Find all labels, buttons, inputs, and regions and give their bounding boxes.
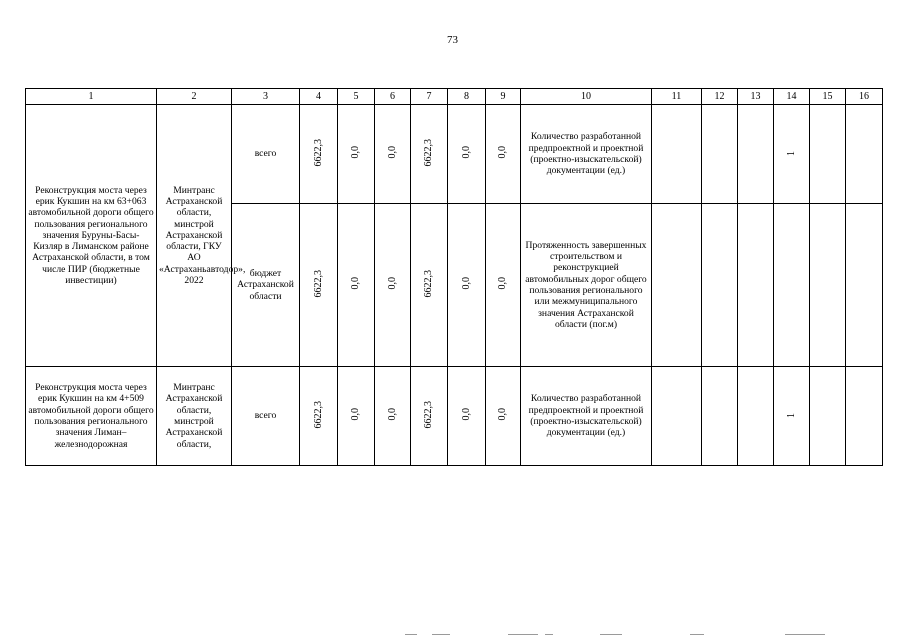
- value-text: 0,0: [350, 408, 362, 421]
- empty-cell-13: [738, 204, 774, 367]
- table-row: [26, 367, 883, 466]
- column-number: 3: [232, 89, 300, 105]
- value-cell-7: [411, 105, 448, 204]
- page-number: 73: [447, 34, 458, 46]
- value-text: 0,0: [386, 408, 398, 421]
- funding-source-cell: всего: [232, 105, 300, 204]
- value-cell-7: [411, 204, 448, 367]
- empty-cell-16: [846, 367, 883, 466]
- empty-cell-13: [738, 105, 774, 204]
- value-cell-6: [375, 367, 411, 466]
- value-cell-14: [774, 204, 810, 367]
- value-cell-9: [486, 105, 521, 204]
- object-name-cell: Реконструкция моста через ерик Кукшин на км 4+509 автомобильной дороги общего пользования регионального значения Лиман–железнодорожная: [26, 367, 157, 466]
- value-cell-14: [774, 367, 810, 466]
- empty-cell-12: [702, 105, 738, 204]
- column-number: 6: [375, 89, 411, 105]
- value-text: 1: [785, 413, 797, 419]
- executor-cell: Минтранс Астраханской области, минстрой Астраханской области,: [157, 367, 232, 466]
- empty-cell-13: [738, 367, 774, 466]
- value-text: 6622,3: [423, 400, 435, 429]
- column-number: 11: [652, 89, 702, 105]
- value-cell-6: [375, 204, 411, 367]
- column-number: 4: [300, 89, 338, 105]
- value-text: 0,0: [497, 277, 509, 290]
- value-cell-5: [338, 204, 375, 367]
- value-text: 6622,3: [423, 269, 435, 298]
- value-text: 0,0: [497, 408, 509, 421]
- column-number: 15: [810, 89, 846, 105]
- empty-cell-12: [702, 204, 738, 367]
- column-number: 13: [738, 89, 774, 105]
- value-cell-4: [300, 105, 338, 204]
- column-number: 1: [26, 89, 157, 105]
- value-cell-7: [411, 367, 448, 466]
- value-text: 0,0: [460, 146, 472, 159]
- object-name-cell: Реконструкция моста через ерик Кукшин на км 63+063 автомобильной дороги общего пользования регионального значения Буруны-Басы-Кизляр в Лиманском районе Астраханской области, в том числе ПИР (бюджетные инвестиции): [26, 105, 157, 367]
- column-number: 16: [846, 89, 883, 105]
- value-text: 0,0: [460, 408, 472, 421]
- value-text: 1: [785, 151, 797, 157]
- value-text: 6622,3: [312, 138, 324, 167]
- empty-cell-11: [652, 204, 702, 367]
- budget-table: [25, 88, 883, 466]
- column-number: 14: [774, 89, 810, 105]
- value-cell-9: [486, 204, 521, 367]
- value-text: 0,0: [386, 277, 398, 290]
- column-number: 10: [521, 89, 652, 105]
- value-cell-8: [448, 367, 486, 466]
- indicator-cell: Количество разработанной предпроектной и проектной (проектно-изыскательской) документации (ед.): [521, 367, 652, 466]
- column-number: 7: [411, 89, 448, 105]
- executor-cell: Минтранс Астраханской области, минстрой Астраханской области, ГКУ АО «Астраханьавтодор», 2022: [157, 105, 232, 367]
- value-cell-9: [486, 367, 521, 466]
- column-number: 8: [448, 89, 486, 105]
- value-cell-8: [448, 105, 486, 204]
- column-number: 2: [157, 89, 232, 105]
- value-cell-6: [375, 105, 411, 204]
- empty-cell-12: [702, 367, 738, 466]
- scan-artifacts: [0, 632, 905, 638]
- empty-cell-16: [846, 204, 883, 367]
- value-cell-5: [338, 367, 375, 466]
- empty-cell-11: [652, 367, 702, 466]
- funding-source-cell: всего: [232, 367, 300, 466]
- empty-cell-15: [810, 204, 846, 367]
- value-text: 0,0: [350, 277, 362, 290]
- value-cell-4: [300, 367, 338, 466]
- value-text: 6622,3: [423, 138, 435, 167]
- empty-cell-16: [846, 105, 883, 204]
- value-text: 0,0: [386, 146, 398, 159]
- empty-cell-15: [810, 105, 846, 204]
- column-number: 5: [338, 89, 375, 105]
- value-text: 0,0: [350, 146, 362, 159]
- value-text: 6622,3: [312, 269, 324, 298]
- column-number: 12: [702, 89, 738, 105]
- value-cell-8: [448, 204, 486, 367]
- table-row: [26, 105, 883, 204]
- empty-cell-15: [810, 367, 846, 466]
- value-text: 0,0: [497, 146, 509, 159]
- value-cell-4: [300, 204, 338, 367]
- value-text: 0,0: [460, 277, 472, 290]
- value-text: 6622,3: [312, 400, 324, 429]
- empty-cell-11: [652, 105, 702, 204]
- column-number: 9: [486, 89, 521, 105]
- funding-source-cell: бюджет Астраханской области: [232, 204, 300, 367]
- value-cell-14: [774, 105, 810, 204]
- value-cell-5: [338, 105, 375, 204]
- indicator-cell: Протяженность завершенных строительством и реконструкцией автомобильных дорог общего пользования регионального или межмуниципального значения Астраханской области (пог.м): [521, 204, 652, 367]
- indicator-cell: Количество разработанной предпроектной и проектной (проектно-изыскательской) документации (ед.): [521, 105, 652, 204]
- column-number-row: [26, 89, 883, 105]
